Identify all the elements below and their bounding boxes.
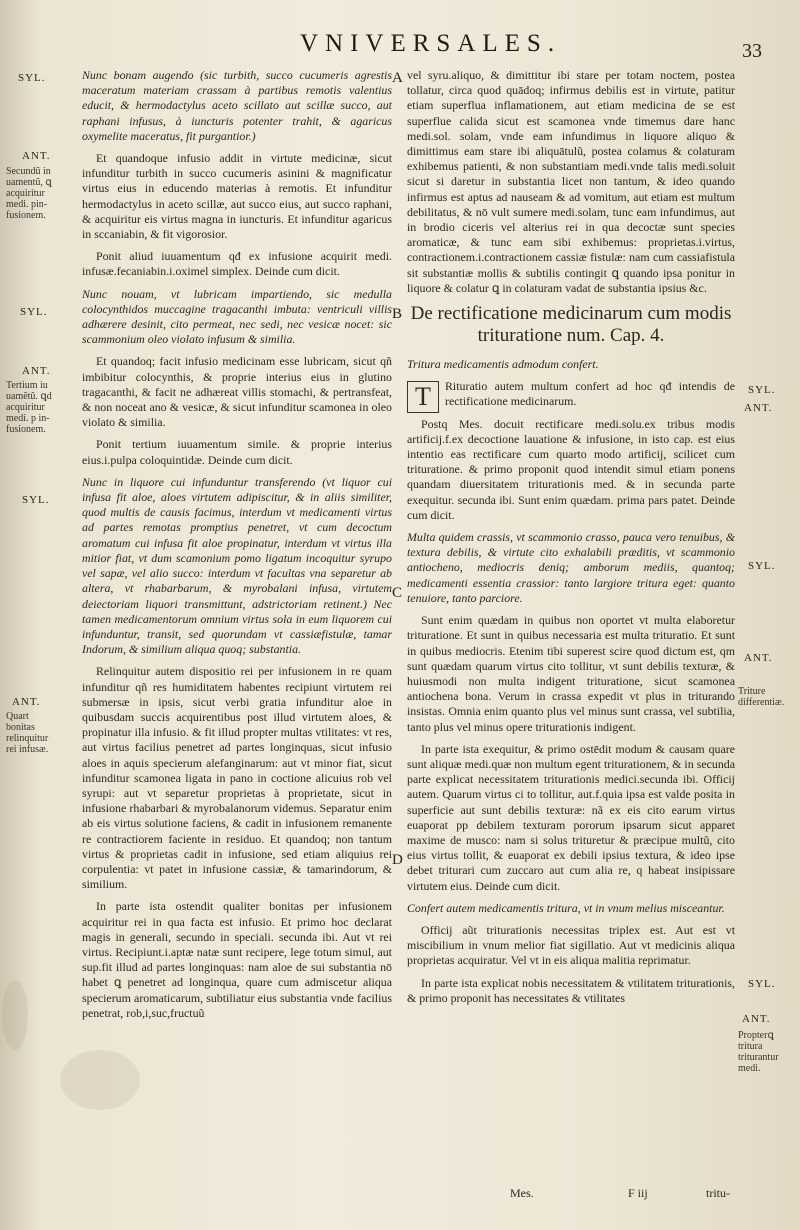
page-stain xyxy=(2,980,28,1050)
margin-mark-ant: ANT. xyxy=(22,365,51,377)
margin-mark-ant: ANT. xyxy=(744,402,773,414)
margin-note: Quart bonitas relinquitur rei infusæ. xyxy=(6,711,49,755)
text-paragraph: Ponit tertium iuuamentum simile. & proprie interius eius.i.pulpa coloquintidæ. Deinde cum dicit. xyxy=(82,437,392,467)
text-paragraph: Ponit aliud iuuamentum qđ ex infusione acquirit medi. infusæ.fecaniabin.i.oximel simplex. Deinde cum dicit. xyxy=(82,249,392,279)
text-paragraph: vel syru.aliquo, & dimittitur ibi stare per totam noctem, postea tollatur, circa quod quādoq; infirmus debilis est in virtute, patitur etiam superflua inflamationem, aut etiam medicina de se est superflue calida sicut est scamonea vnde timemus dare hanc medi.sol. solam, vnde eam infundimus in liquore aliquo & dimittimus eam stare ibi aliquātulũ, postea colamus & colaturam exhibemus patienti, & non substantiam medi.vnde talis medi.soluit sicut si daretur in substantia licet non tantum, & ideo quando infirmus est aptus ad nauseam & ad vomitum, aut etiam est multum debilitatus, & nō vult sumere medi.solam, tunc eam infundimus, aut in brodio ciceris vel alterius rei in qua decoctæ sunt species aromaticæ, & tunc eam sibi exhibemus: proprietas.i.virtus, contractionem.i.contractionem cassiæ fistulæ: nam cum cassiafistula sit substantiæ mollis & subtilis contingit ꝗ quando ipsa ponitur in liquore & colatur ꝗ in colaturam vadat de substantia ipsius &c. xyxy=(407,68,735,295)
column-letter: B xyxy=(392,306,403,322)
signature-mark: F iij xyxy=(628,1186,648,1200)
margin-note: Propterꝗ tritura triturantur medi. xyxy=(738,1030,779,1074)
column-letter: D xyxy=(392,852,403,868)
margin-mark-ant: ANT. xyxy=(22,150,51,162)
text-paragraph: Confert autem medicamentis tritura, vt in vnum melius misceantur. xyxy=(407,900,725,915)
text-paragraph: In parte ista ostendit qualiter bonitas per infusionem acquiritur rei in qua facta est infusio. Et primo hoc declarat magis in generali, secundo in speciali. secunda ibi. Aut vt rei virtus. Recipiunt.i.aptæ natæ sunt recipere, lege totum simul, aut sup.fit illud ad partes longinquas: nam aloe de sui substantia nō habet ꝗ penetret ad longinqua, quare cum admiscetur aliqua specierum aromaticarum, subtiliatur eius substantia vnde facilius penetrat, rob,i,suc,fructuũ xyxy=(82,899,392,1020)
text-paragraph: Tritura medicamentis admodum confert. xyxy=(407,357,599,372)
left-column xyxy=(82,68,392,1028)
text-paragraph: Sunt enim quædam in quibus non oportet vt multa elaboretur trituratione. Et sunt in quibus necessaria est multa trituratio. Et sunt in quibus mediocris. Etenim tibi superest scire quod dictum est, qm sunt quædam quarum virtus cito tollitur, vt sunt debilis texturæ, & huiusmodi non multa indigent trituratione, sicut scamonea antiochena bona. Verum in crassa expedit vt plus in triturando insistas. Omnia enim quanto plus vel minus sunt crassa, vel subtilia, tanto plus vel minus opere triturationis indigent. xyxy=(407,613,735,734)
text-paragraph: Multa quidem crassis, vt scammonio crasso, pauca vero tenuibus, & textura debilis, & virtute cito exhalabili præditis, vt scammonio antiocheno, mediocris deniq; amborum mediis, quantoq; medicamenti essentia crassior: tanto largiore tritura eget: quanto tenuiore, tanto parciore. xyxy=(407,530,735,605)
page-number: 33 xyxy=(742,40,762,62)
margin-note: Tertium iu uamẽtũ. ꝗd acquiritur medi. p in-fusionem. xyxy=(6,380,52,435)
column-letter: C xyxy=(392,585,403,601)
catchword: tritu- xyxy=(706,1186,730,1200)
decorated-initial: T xyxy=(407,381,439,413)
text-paragraph: Nunc bonam augendo (sic turbith, succo cucumeris agrestis maceratum materiam crassam à partibus remotis valentius educit, & hermodactylus aceto scillato aut scillæ succo, aut raphani infusus, à iuncturis potenter trahit, & agaricus oxymelite maceratus, fit purgantior.) xyxy=(82,68,392,143)
text-paragraph: Et quandoque infusio addit in virtute medicinæ, sicut infunditur turbith in succo cucumeris asinini & magnificatur virtus eius in educendo materias à remotis. Et infunditur hermodactylus in aceto scillæ, aut succo eius, aut succo raphani, & acquiritur eis virtus magna in iuncturis. Et infunditur agaricus in sccaniabin, & fit vigorosior. xyxy=(82,151,392,242)
text-paragraph: Et quandoq; facit infusio medicinam esse lubricam, sicut qñ imbibitur colocynthis, & proprie interius eius in glutino tragacanthi, & facit ne adhæreat villis stomachi, & pertransfeat, & non noceat ano & vesicæ, & sicut infunditur scamonea in oleo violato & similia. xyxy=(82,354,392,430)
margin-note: Triture differentiæ. xyxy=(738,686,785,708)
margin-mark-syl: SYL. xyxy=(22,494,50,506)
text-paragraph: In parte ista exequitur, & primo ostēdit modum & causam quare sunt aliquæ medi.quæ non multum egent triturationem, & in secunda parte explicat necessitatem triturationis medici.secunda ibi. Officij autem. Quarum virtus ci to tollitur, aut.f.quia ipsa est valde posita in superficie aut sunt debilis texturæ: nã ex eis cito earum virtus euaporat pp debilem texturam pororum ipsarum sicut apparet maxime de musco: nam si solus trituretur & præcipue multũ, cito eius virtus tollit, & euaporat ex debili ipsius textura, & ideo ipse debet triturari cum zuccaro aut cum alia re, q habeat insipissare virtutem eius. Deinde cum dicit. xyxy=(407,741,735,893)
text-paragraph: Relinquitur autem dispositio rei per infusionem in re quam infunditur qñ res humiditatem habentes recipiunt virtutem rei submersæ in ipsis, sicut verbi gratia infunditur aloe in quibusdam succis acquirentibus post illud virtutem aloes, & propinatur illa infusio. & fit illud propter multas vtilitates: vt res, aut virtus facilius penetret ad partes longinquas, sicut infusio aloes in aquis specierum alefanginarum: aut vt minor fiat, sicut infunditur scamonea ligata in pano in coctione alicuius rob vel syrupi: aut vt separetur proprietas à proprietate, sicut in infusione rhabarbari & myrobalanorum videmus. Separatur enim ab eis virtus solutione faciens, & cadit in infusionem remanente re contractiorem faciente in residuo. Et quandoq; non tantum virtus & proprietas cadit in infusione, sed etiam aliquius rei corpulentia: vt patet in infusione cassiæ, & tamarindorum, & similium. xyxy=(82,664,392,892)
margin-mark-syl: SYL. xyxy=(748,560,776,572)
margin-mark-syl: SYL. xyxy=(748,978,776,990)
running-title: VNIVERSALES. xyxy=(300,30,562,57)
margin-mark-syl: SYL. xyxy=(748,384,776,396)
margin-mark-ant: ANT. xyxy=(12,696,41,708)
paragraph-text: Rituratio autem multum confert ad hoc qđ intendis de rectificatione medicinarum. xyxy=(445,379,735,409)
text-paragraph: Nunc nouam, vt lubricam impartiendo, sic medulla colocynthidos muccagine tragacanthi imbuta: ventriculi villis adhærere desinit, cito permeat, nec sedi, nec vesicæ nocet: sic scammonium oleo violato infusum & similia. xyxy=(82,286,392,347)
chapter-heading: De rectificatione medicinarum cum modis trituratione num. Cap. 4. xyxy=(410,303,732,347)
text-paragraph xyxy=(407,379,735,412)
margin-note: Secundũ in uamentũ, ꝗ acquiritur medi. pin-fusionem. xyxy=(6,166,52,221)
margin-mark-ant: ANT. xyxy=(744,652,773,664)
column-letter: A xyxy=(392,70,403,86)
margin-mark-syl: SYL. xyxy=(18,72,46,84)
footer-catch-left: Mes. xyxy=(510,1186,534,1200)
text-paragraph: Nunc in liquore cui infunduntur transferendo (vt liquor cui infusa fit aloe, aloes virtutem adipiscitur, & in aliis similiter, quod multis de causis facimus, interdum vt medicamenti virtus ad partes remotas promptius penetret, vt cum decoctum aromatum cui infusa fit aloe propinatur, interdum vt virtus illa mitior fiat, vt dum scamonium pomo ligatum incoquitur syrupo vel sapæ, vel alio succo: interdum vt facultas vna separetur ab altera, vt rhabarbarum, & myrobalani infusa, virtutem deiectoriam liquori transmittunt, adstrictoriam retinent.) Nec tamen medicamentorum omnium virtus sola in eum liquorem cui infunduntur, transit, sed quorundam vt cassiæfistulæ, tamar Indorum, & similium aliqua quoq; substantia. xyxy=(82,474,392,657)
text-paragraph: Officij aũt triturationis necessitas triplex est. Aut est vt miscibilium in vnum melior fiat sigillatio. Aut vt medicinis aliqua proprietas acquiratur. Vel vt in eis aliqua malitia reprimatur. xyxy=(407,922,735,968)
text-paragraph: In parte ista explicat nobis necessitatem & vtilitatem triturationis, & primo proponit has necessitates & vtilitates xyxy=(407,975,735,1005)
margin-mark-syl: SYL. xyxy=(20,306,48,318)
page-stain xyxy=(60,1050,140,1110)
margin-mark-ant: ANT. xyxy=(742,1013,771,1025)
page-header xyxy=(0,24,800,64)
right-column xyxy=(407,68,735,1013)
text-paragraph: Postq Mes. docuit rectificare medi.solu.ex tribus modis artificij.f.ex decoctione lauatione & infusione, in isto cap. est eius intentio eas rectificare cum quarto modo artificij, scilicet cum trituratione. & primo proponit quod intendit simul etiam ponens quandam diuersitatem triturationis med. & in secunda parte exequitur. secunda ibi. Sunt enim quædam. prima pars patet. Deinde cum dicit. xyxy=(407,416,735,522)
